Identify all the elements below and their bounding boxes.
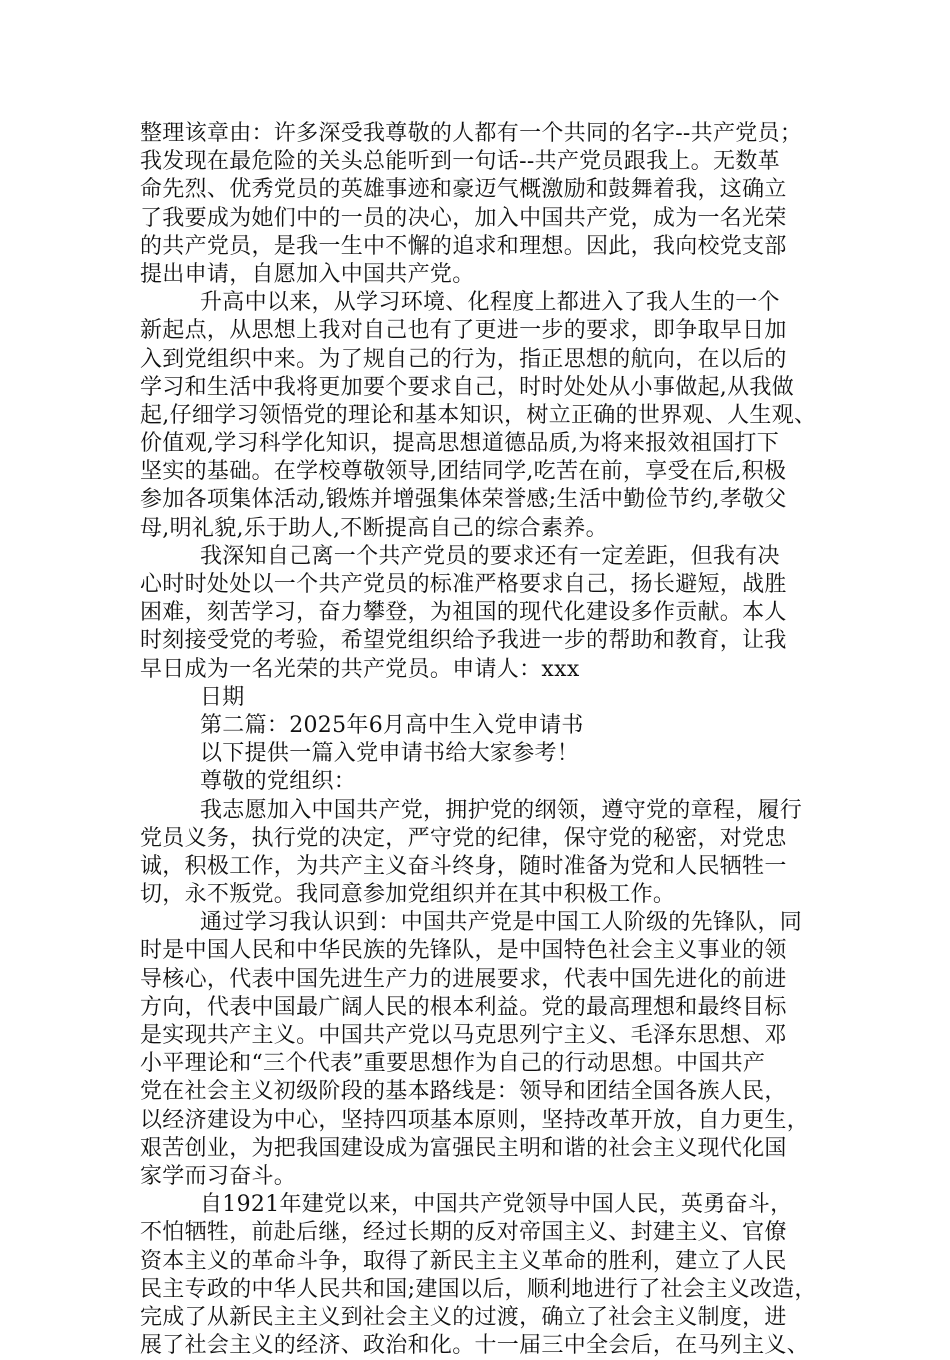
text-line: 了我要成为她们中的一员的决心，加入中国共产党，成为一名光荣 (140, 205, 787, 231)
text-line: 不怕牺牲，前赴后继，经过长期的反对帝国主义、封建主义、官僚 (140, 1220, 787, 1246)
text-line: 新起点，从思想上我对自己也有了更进一步的要求，即争取早日加 (140, 318, 787, 344)
text-line: 以经济建设为中心，坚持四项基本原则，坚持改革开放，自力更生， (140, 1107, 810, 1133)
text-line: 民主专政的中华人民共和国;建国以后，顺利地进行了社会主义改造， (140, 1276, 817, 1302)
text-line: 导核心，代表中国先进生产力的进展要求，代表中国先进化的前进 (140, 966, 787, 992)
text-line: 展了社会主义的经济、政治和化。十一届三中全会后，在马列主义、 (140, 1333, 810, 1359)
text-line: 日期 (200, 684, 245, 710)
text-line: 入到党组织中来。为了规自己的行为，指正思想的航向，在以后的 (140, 346, 787, 372)
text-line: 第二篇：2025年6月高中生入党申请书 (200, 712, 584, 738)
text-line: 命先烈、优秀党员的英雄事迹和豪迈气概激励和鼓舞着我，这确立 (140, 177, 787, 203)
text-line: 尊敬的党组织： (200, 769, 357, 795)
text-line: 小平理论和“三个代表”重要思想作为自己的行动思想。中国共产 (140, 1051, 766, 1077)
text-line: 艰苦创业，为把我国建设成为富强民主明和谐的社会主义现代化国 (140, 1135, 787, 1161)
text-line: 我深知自己离一个共产党员的要求还有一定差距，但我有决 (200, 543, 780, 569)
text-line: 价值观,学习科学化知识，提高思想道德品质,为将来报效祖国打下 (140, 431, 779, 457)
text-line: 提出申请，自愿加入中国共产党。 (140, 261, 475, 287)
text-line: 的共产党员，是我一生中不懈的追求和理想。因此，我向校党支部 (140, 233, 787, 259)
text-line: 整理该章由：许多深受我尊敬的人都有一个共同的名字--共产党员； (140, 121, 803, 146)
text-line: 我发现在最危险的关头总能听到一句话--共产党员跟我上。无数革 (140, 149, 780, 175)
text-line: 资本主义的革命斗争，取得了新民主主义革命的胜利，建立了人民 (140, 1248, 787, 1274)
text-line: 升高中以来，从学习环境、化程度上都进入了我人生的一个 (200, 290, 780, 316)
text-line: 自1921年建党以来，中国共产党领导中国人民，英勇奋斗， (200, 1192, 793, 1218)
text-line: 母,明礼貌,乐于助人,不断提高自己的综合素养。 (140, 515, 608, 541)
text-line: 诚，积极工作，为共产主义奋斗终身，随时准备为党和人民牺牲一 (140, 853, 787, 879)
text-line: 党员义务，执行党的决定，严守党的纪律，保守党的秘密，对党忠 (140, 825, 787, 851)
text-line: 参加各项集体活动,锻炼并增强集体荣誉感;生活中勤俭节约,孝敬父 (140, 487, 787, 513)
text-line: 以下提供一篇入党申请书给大家参考！ (200, 741, 580, 767)
text-line: 切，永不叛党。我同意参加党组织并在其中积极工作。 (140, 882, 676, 908)
text-line: 通过学习我认识到：中国共产党是中国工人阶级的先锋队，同 (200, 910, 803, 936)
text-line: 党在社会主义初级阶段的基本路线是：领导和团结全国各族人民， (140, 1079, 787, 1105)
text-line: 早日成为一名光荣的共产党员。申请人：xxx (140, 656, 580, 682)
text-line: 完成了从新民主主义到社会主义的过渡，确立了社会主义制度，进 (140, 1304, 787, 1330)
text-line: 困难，刻苦学习，奋力攀登，为祖国的现代化建设多作贡献。本人 (140, 600, 787, 626)
text-line: 我志愿加入中国共产党，拥护党的纲领，遵守党的章程，履行 (200, 797, 803, 823)
text-line: 方向，代表中国最广阔人民的根本利益。党的最高理想和最终目标 (140, 994, 787, 1020)
text-line: 家学而习奋斗。 (140, 1163, 297, 1189)
document-body (140, 120, 830, 1360)
text-line: 学习和生活中我将更加要个要求自己，时时处处从小事做起,从我做 (140, 374, 794, 400)
text-line: 是实现共产主义。中国共产党以马克思列宁主义、毛泽东思想、邓 (140, 1023, 787, 1048)
text-line: 心时时处处以一个共产党员的标准严格要求自己，扬长避短，战胜 (140, 572, 787, 597)
text-line: 坚实的基础。在学校尊敬领导,团结同学,吃苦在前，享受在后,积极 (140, 459, 787, 485)
text-line: 起,仔细学习领悟党的理论和基本知识，树立正确的世界观、人生观、 (140, 402, 817, 428)
text-line: 时是中国人民和中华民族的先锋队，是中国特色社会主义事业的领 (140, 938, 787, 964)
text-line: 时刻接受党的考验，希望党组织给予我进一步的帮助和教育，让我 (140, 628, 787, 654)
